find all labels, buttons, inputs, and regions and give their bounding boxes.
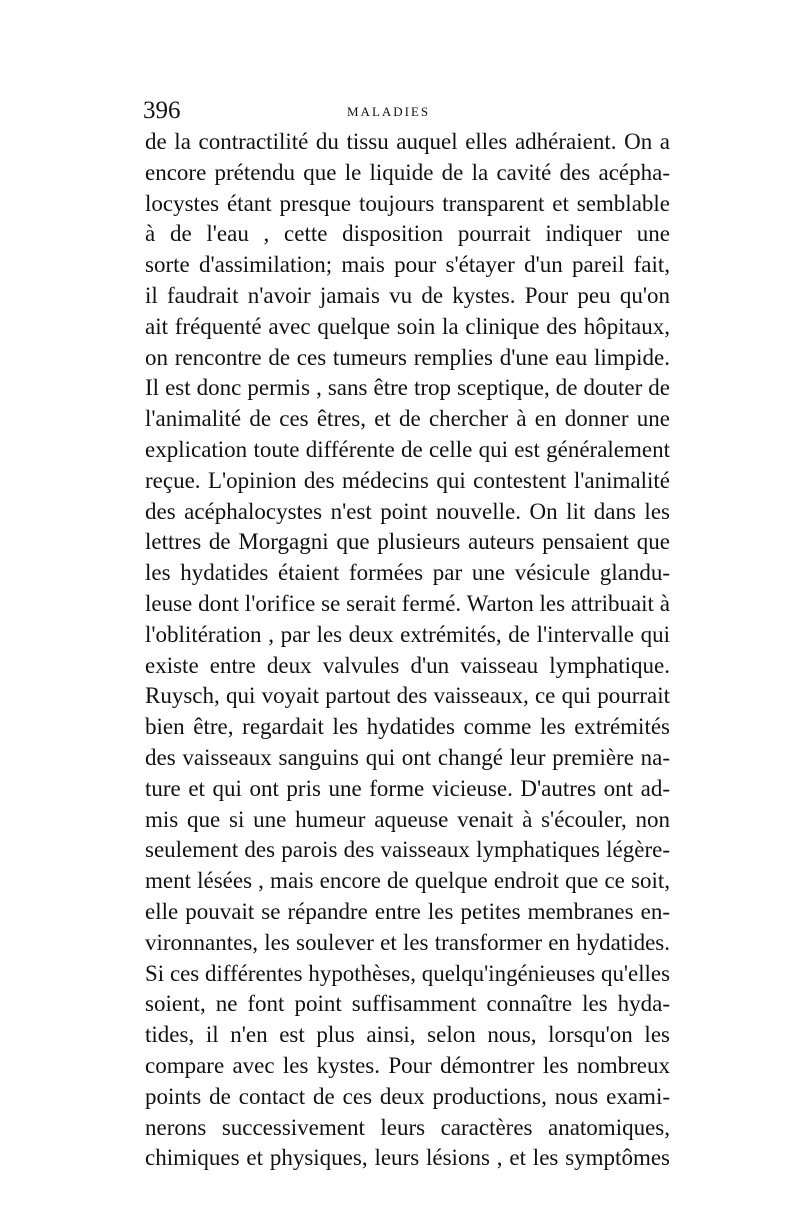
text-line: points de contact de ces deux productions, nous exami- <box>145 1083 670 1109</box>
text-line: soient, ne font point suffisamment connaître les hyda- <box>145 991 670 1017</box>
text-line: Si ces différentes hypothèses, quelqu'ingénieuses qu'elles <box>145 960 670 986</box>
text-line: lettres de Morgagni que plusieurs auteurs pensaient que <box>145 529 670 555</box>
text-line: des vaisseaux sanguins qui ont changé leur première na- <box>145 744 670 770</box>
text-line: elle pouvait se répandre entre les petites membranes en- <box>145 898 670 924</box>
text-line: tides, il n'en est plus ainsi, selon nous, lorsqu'on les <box>145 1022 670 1048</box>
text-line: les hydatides étaient formées par une vésicule glandu- <box>145 560 670 586</box>
text-line: ment lésées , mais encore de quelque endroit que ce soit, <box>145 868 670 894</box>
text-line: bien être, regardait les hydatides comme les extrémités <box>145 714 670 740</box>
text-line: ture et qui ont pris une forme vicieuse. D'autres ont ad- <box>145 775 670 801</box>
text-line: seulement des parois des vaisseaux lymphatiques légère- <box>145 837 670 863</box>
page-header <box>143 96 665 130</box>
text-line: Il est donc permis , sans être trop sceptique, de douter de <box>145 375 670 401</box>
text-line: explication toute différente de celle qui est généralement <box>145 436 670 462</box>
text-line: chimiques et physiques, leurs lésions , et les symptômes <box>145 1145 670 1171</box>
text-line: l'animalité de ces êtres, et de chercher à en donner une <box>145 406 670 432</box>
text-line: compare avec les kystes. Pour démontrer les nombreux <box>145 1052 670 1078</box>
text-line: leuse dont l'orifice se serait fermé. Warton les attribuait à <box>145 590 670 616</box>
text-line: on rencontre de ces tumeurs remplies d'une eau limpide. <box>145 344 670 370</box>
text-line: à de l'eau , cette disposition pourrait indiquer une <box>145 221 670 247</box>
text-line: locystes étant presque toujours transparent et semblable <box>145 190 670 216</box>
text-line: existe entre deux valvules d'un vaisseau lymphatique. <box>145 652 670 678</box>
running-head: MALADIES <box>347 104 431 119</box>
text-line: l'oblitération , par les deux extrémités, de l'intervalle qui <box>145 621 670 647</box>
text-line: vironnantes, les soulever et les transformer en hydatides. <box>145 929 670 955</box>
text-line: mis que si une humeur aqueuse venait à s'écouler, non <box>145 806 670 832</box>
text-line: sorte d'assimilation; mais pour s'étayer d'un pareil fait, <box>145 252 670 278</box>
text-line: ait fréquenté avec quelque soin la clinique des hôpitaux, <box>145 313 670 339</box>
text-line: nerons successivement leurs caractères anatomiques, <box>145 1114 670 1140</box>
text-line: reçue. L'opinion des médecins qui contestent l'animalité <box>145 467 670 493</box>
page-number: 396 <box>143 97 181 124</box>
text-line: encore prétendu que le liquide de la cavité des acépha- <box>145 159 670 185</box>
text-line: des acéphalocystes n'est point nouvelle. On lit dans les <box>145 498 670 524</box>
text-line: Ruysch, qui voyait partout des vaisseaux, ce qui pourrait <box>145 683 670 709</box>
body-text <box>145 127 670 1174</box>
text-line: il faudrait n'avoir jamais vu de kystes. Pour peu qu'on <box>145 282 670 308</box>
text-line: de la contractilité du tissu auquel elles adhéraient. On a <box>145 129 670 154</box>
